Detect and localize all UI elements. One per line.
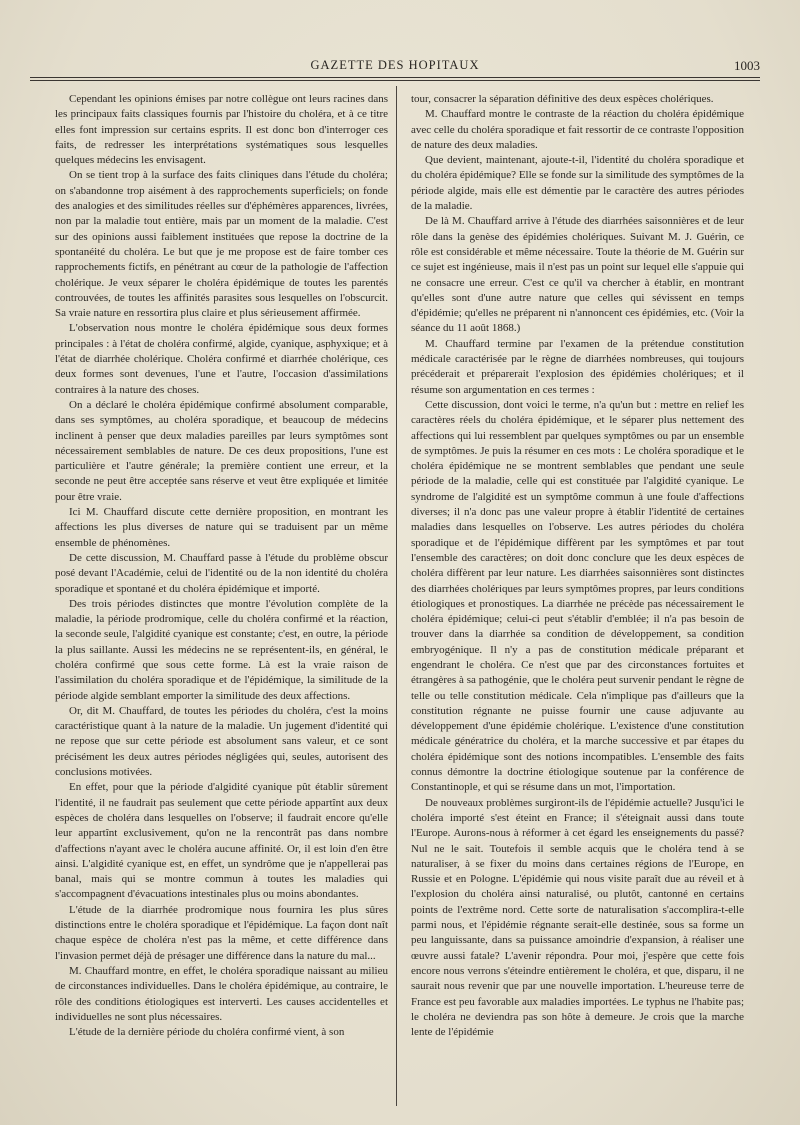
paragraph: Des trois périodes distinctes que montre l'évolution complète de la maladie, la période prodromique, celle du choléra confirmé et la réaction, la seconde seule, l'algidité cyanique est constante; c'est, en outre, la période la plus saillante. Aussi les médecins ne se représentent-ils, en général, le choléra confirmé que sous cette forme. Là est la vraie raison de l'assimilation du choléra sporadique et de l'épidémique, la similitude de la période algide semblant emporter la similitude des deux affections. — [55, 597, 388, 702]
paragraph: De là M. Chauffard arrive à l'étude des diarrhées saisonnières et de leur rôle dans la genèse des épidémies cholériques. Suivant M. J. Guérin, ce rôle est considérable et même nécessaire. Toute la théorie de M. Guérin sur ce sujet est ingénieuse, mais il n'est pas un point sur lequel elle s'appuie qui ne consacre une erreur. C'est ce qu'il va chercher à établir, en montrant qu'elles sont d'une autre nature que celles qui sévissent en temps d'épidémie; qu'elles ne préparent ni n'annoncent ces épidémies, etc. (Voir la séance du 11 août 1868.) — [411, 215, 744, 335]
paragraph: On a déclaré le choléra épidémique confirmé absolument comparable, dans ses symptômes, au choléra sporadique, et beaucoup de médecins inclinent à penser que deux maladies pareilles par leurs symptômes sont nécessairement semblables de nature. De ces deux propositions, l'une est particulière et l'autre générale; la première contient une erreur, et la seconde ne peut être acceptée sans réserve et veut être expliquée et limitée pour être vraie. — [55, 398, 388, 503]
page-number: 1003 — [734, 58, 760, 73]
paragraph: Que devient, maintenant, ajoute-t-il, l'identité du choléra sporadique et du choléra épidémique? Elle se fonde sur la similitude des symptômes de la période algide, mais elle est démentie par le caractère des autres périodes de la maladie. — [411, 154, 744, 213]
paragraph: Ici M. Chauffard discute cette dernière proposition, en montrant les affections les plus diverses de nature qui se traduisent par un même ensemble de phénomènes. — [55, 506, 388, 549]
paragraph: tour, consacrer la séparation définitive des deux espèces cholériques. — [411, 93, 714, 105]
column-divider — [396, 86, 397, 1106]
paragraph: Or, dit M. Chauffard, de toutes les périodes du choléra, c'est la moins caractéristique quant à la nature de la maladie. Un jugement d'identité qui ne repose que sur cette période est absolument sans valeur, et ce sont précisément les deux autres périodes négligées qui, seules, autorisent des conclusions motivées. — [55, 704, 388, 779]
paragraph: Cette discussion, dont voici le terme, n'a qu'un but : mettre en relief les caractères réels du choléra épidémique, et le séparer plus nettement des affections qui lui ressemblent par quelques symptômes ou par un ensemble de symptômes. Je puis la résumer en ces mots : Le choléra sporadique et le choléra épidémique ne se montrent semblables que pendant une seule période de la maladie, celle qui est constituée par l'algidité cyanique. Le syndrome de l'algidité est un symptôme commun à une foule d'affections diverses; il n'a donc pas une valeur propre à établir l'identité de certaines maladies dans lesquelles on l'observe. Les autres périodes du choléra sporadique et de l'épidémique diffèrent par les symptômes et par tout l'ensemble des caractères; on doit donc conclure que les deux espèces de choléra diffèrent par leur nature. Les diarrhées saisonnières sont distinctes des diarrhées cholériques par leurs symptômes propres, par leurs conditions étiologiques et pronostiques. La diarrhée ne précède pas nécessairement le choléra épidémique; celui-ci peut s'établir d'emblée; il n'a pas besoin de trouver dans la diarrhée sa condition de développement, sa condition embryogénique. Il n'y a pas de constitution médicale préparant et engendrant le choléra. Ce n'est que par des circonstances fortuites et étrangères à sa pathogénie, que le choléra peut survenir pendant le règne de telle ou telle constitution médicale. Cela n'implique pas d'ailleurs que la constitution régnante ne puisse fournir une cause adjuvante au développement d'une épidémie cholérique. L'existence d'une constitution médicale génératrice du choléra, et la marche successive et par étapes du choléra épidémique sont des notions incompatibles. L'ensemble des faits connus démontre la doctrine étiologique soutenue par la conférence de Constantinople, et qui se résume dans un mot, l'importation. — [411, 398, 744, 794]
header-rule-top — [30, 77, 760, 78]
right-column — [411, 92, 744, 1112]
header-rule-bottom — [30, 80, 760, 81]
left-column — [55, 92, 388, 1112]
journal-title: GAZETTE DES HOPITAUX — [310, 58, 480, 72]
paragraph: L'observation nous montre le choléra épidémique sous deux formes principales : à l'état de choléra confirmé, algide, cyanique, asphyxique; et à l'état de diarrhée cholérique. Choléra confirmé et diarrhée cholérique, ces deux formes sont devenues, l'une et l'autre, l'occasion d'assimilations contraires à la nature des choses. — [55, 322, 388, 396]
paragraph: M. Chauffard termine par l'examen de la prétendue constitution médicale caractérisée par le règne de diarrhées nombreuses, qui toujours précéderait et préparerait l'explosion des épidémies cholériques; et il résume son argumentation en ces termes : — [411, 337, 744, 396]
paragraph: M. Chauffard montre le contraste de la réaction du choléra épidémique avec celle du choléra sporadique et fait ressortir de ce contraste l'opposition de nature des deux maladies. — [411, 108, 744, 151]
paragraph: Cependant les opinions émises par notre collègue ont leurs racines dans les principaux faits classiques fournis par l'histoire du choléra, et à ce titre elles font impression sur certains esprits. Il est donc bon d'interroger ces faits, de redresser les interprétations systématiques sous lesquelles quelques médecins les envisagent. — [55, 93, 388, 167]
paragraph: De nouveaux problèmes surgiront-ils de l'épidémie actuelle? Jusqu'ici le choléra importé s'est éteint en France; il s'éteignait aussi dans toute l'Europe. Aurons-nous à réformer à cet égard les enseignements du passé? Nul ne le sait. Toutefois il semble acquis que le choléra tend à se naturaliser, à se fixer du moins dans certaines régions de l'Europe, en Russie et en Pologne. L'épidémie qui nous visite paraît due au réveil et à l'explosion du choléra ainsi naturalisé, ou plutôt, cantonné en certains points de l'extrême nord. Cette sorte de naturalisation s'accomplira-t-elle parmi nous, et l'épidémie régnante serait-elle destinée, sous sa forme un peu languissante, dans sa puissance amoindrie d'expansion, à réaliser une œuvre aussi fatale? L'avenir répondra. Pour moi, j'espère que cette fois encore nous verrons s'éteindre entièrement le choléra, et que, disparu, il ne saurait nous revenir que par une nouvelle importation. L'heureuse terre de France est peu favorable aux maladies importées. Le typhus ne l'habite pas; le choléra ne deviendra pas son hôte à demeure. Je crois que la marche lente de l'épidémie — [411, 796, 744, 1039]
paragraph: L'étude de la dernière période du choléra confirmé vient, à son — [69, 1026, 345, 1039]
paragraph: On se tient trop à la surface des faits cliniques dans l'étude du choléra; on s'abandonne trop aisément à des rapprochements superficiels; on fonde des analogies et des similitudes réelles sur d'éphémères apparences, livrées, non par la maladie tout entière, mais par un moment de la maladie. C'est sur des opinions aussi faiblement instituées que repose la doctrine de la spontanéité du choléra. Le but que je me propose est de faire tomber ces rapprochements fictifs, en pénétrant au cœur de la pathologie de l'affection cholérique. Je veux séparer le choléra épidémique de toutes les parentés controuvées, de toutes les affinités parasites sous lesquelles on l'obscurcit. Sa vraie nature en ressortira plus claire et plus sérieusement affirmée. — [55, 169, 388, 320]
page-header — [30, 58, 760, 74]
paragraph: En effet, pour que la période d'algidité cyanique pût établir sûrement l'identité, il ne faudrait pas seulement que cette période appartînt aux deux espèces de choléra dans lesquelles on l'observe; il faudrait encore qu'elle leur appartînt exclusivement, qu'on ne la rencontrât pas dans nombre d'affections n'ayant avec le choléra aucune affinité. Or, il est loin d'en être ainsi. L'algidité cyanique est, en effet, un syndrôme que je n'appellerai pas banal, mais qui se montre commun à toutes les maladies qui s'accompagnent d'évacuations intestinales plus ou moins abondantes. — [55, 781, 388, 901]
paragraph: De cette discussion, M. Chauffard passe à l'étude du problème obscur posé devant l'Académie, celui de l'identité ou de la non identité du choléra sporadique et spontané et du choléra épidémique et importé. — [55, 551, 388, 595]
paragraph: L'étude de la diarrhée prodromique nous fournira les plus sûres distinctions entre le choléra sporadique et l'épidémique. La façon dont naît chaque espèce de choléra n'est pas la même, et cette différence dans l'invasion permet déjà de présager une différence dans la nature du mal... — [55, 903, 388, 962]
paragraph: M. Chauffard montre, en effet, le choléra sporadique naissant au milieu de circonstances individuelles. Dans le choléra épidémique, au contraire, le rôle des conditions étiologiques est interverti. Les causes accidentelles et individuelles ne sont plus nécessaires. — [55, 964, 388, 1023]
